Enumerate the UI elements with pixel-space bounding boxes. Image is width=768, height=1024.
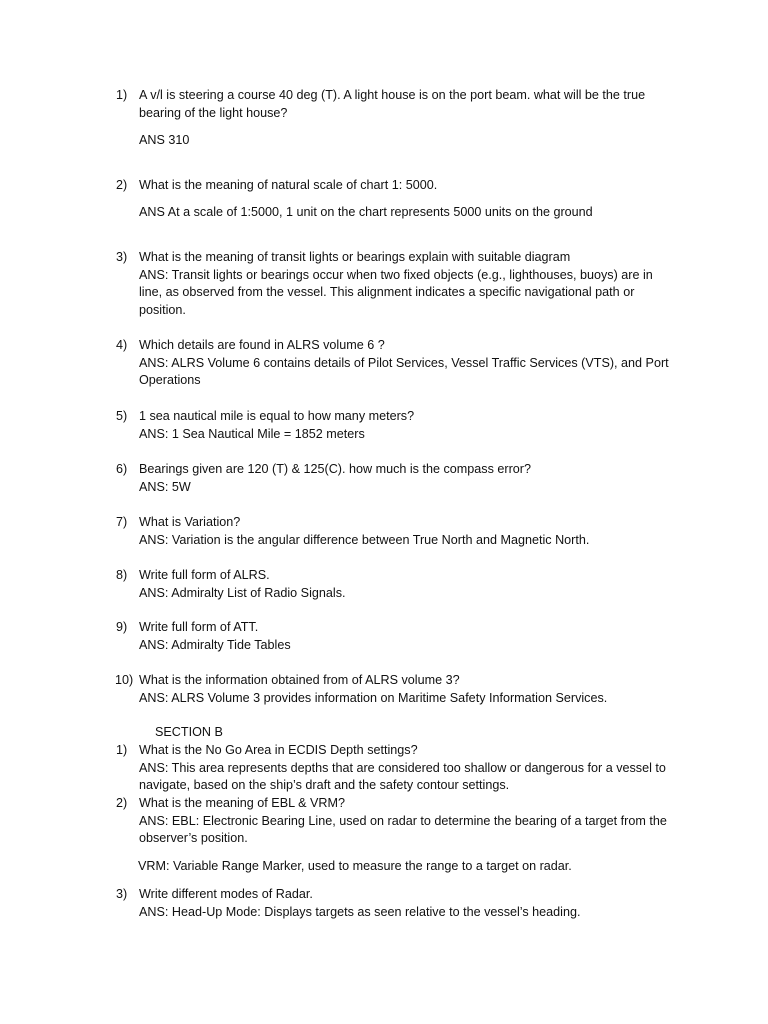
question-text: What is the No Go Area in ECDIS Depth settings? — [139, 743, 418, 757]
question-item — [116, 514, 676, 549]
answer-text: ANS At a scale of 1:5000, 1 unit on the chart represents 5000 units on the ground — [139, 205, 593, 219]
question-item — [116, 177, 676, 195]
answer-text: ANS: Transit lights or bearings occur when two fixed objects (e.g., lighthouses, buoys) are in line, as observed from the vessel. This alignment indicates a specific navigational path or position. — [139, 267, 653, 317]
answer-text: ANS: ALRS Volume 3 provides information on Maritime Safety Information Services. — [139, 690, 608, 705]
question-text: What is Variation? — [139, 515, 241, 529]
question-text: A v/l is steering a course 40 deg (T). A light house is on the port beam. what will be the true bearing of the light house? — [139, 88, 646, 120]
question-number: 6) — [116, 462, 128, 476]
question-item — [116, 886, 676, 921]
answer-text: ANS: EBL: Electronic Bearing Line, used on radar to determine the bearing of a target from the observer’s position. — [139, 813, 667, 846]
question-number: 10) — [115, 673, 134, 687]
question-text: What is the meaning of transit lights or bearings explain with suitable diagram — [139, 250, 571, 264]
question-text: Which details are found in ALRS volume 6 ? — [139, 338, 385, 352]
question-number: 3) — [116, 887, 128, 901]
question-item — [116, 337, 676, 390]
question-text: Write different modes of Radar. — [139, 887, 313, 901]
question-item — [116, 742, 676, 795]
answer-text: ANS: 1 Sea Nautical Mile = 1852 meters — [139, 426, 365, 441]
question-number: 1) — [116, 88, 128, 102]
question-number: 2) — [116, 796, 128, 810]
question-text: What is the information obtained from of ALRS volume 3? — [139, 673, 460, 687]
question-item — [116, 461, 676, 496]
question-text: Bearings given are 120 (T) & 125(C). how much is the compass error? — [139, 462, 531, 476]
answer-text: ANS: 5W — [139, 479, 191, 494]
question-text: Write full form of ATT. — [139, 620, 259, 634]
question-number: 1) — [116, 743, 128, 757]
question-item — [116, 408, 676, 443]
answer-text: ANS: Admiralty List of Radio Signals. — [139, 585, 346, 600]
answer-text: ANS: Admiralty Tide Tables — [139, 637, 291, 652]
question-item — [116, 795, 676, 848]
answer-text: ANS: This area represents depths that are considered too shallow or dangerous for a vessel to navigate, based on the ship’s draft and the safety contour settings. — [139, 760, 666, 793]
question-item — [116, 567, 676, 602]
question-number: 7) — [116, 515, 128, 529]
question-number: 9) — [116, 620, 128, 634]
answer-text: ANS 310 — [139, 133, 190, 147]
question-number: 4) — [116, 338, 128, 352]
question-text: Write full form of ALRS. — [139, 568, 270, 582]
question-number: 5) — [116, 409, 128, 423]
question-text: 1 sea nautical mile is equal to how many meters? — [139, 409, 415, 423]
answer-text: ANS: ALRS Volume 6 contains details of Pilot Services, Vessel Traffic Services (VTS), and Port Operations — [139, 355, 669, 388]
question-item — [116, 249, 676, 319]
question-text: What is the meaning of natural scale of chart 1: 5000. — [139, 178, 438, 192]
question-item — [116, 672, 676, 707]
answer-text: ANS: Variation is the angular difference between True North and Magnetic North. — [139, 532, 590, 547]
question-item — [116, 87, 676, 122]
question-number: 3) — [116, 250, 128, 264]
answer-text: ANS: Head-Up Mode: Displays targets as seen relative to the vessel’s heading. — [139, 904, 581, 919]
question-number: 8) — [116, 568, 128, 582]
question-item — [116, 619, 676, 654]
section-heading: SECTION B — [155, 725, 223, 739]
answer-text: VRM: Variable Range Marker, used to measure the range to a target on radar. — [138, 859, 572, 873]
question-text: What is the meaning of EBL & VRM? — [139, 796, 346, 810]
question-number: 2) — [116, 178, 128, 192]
